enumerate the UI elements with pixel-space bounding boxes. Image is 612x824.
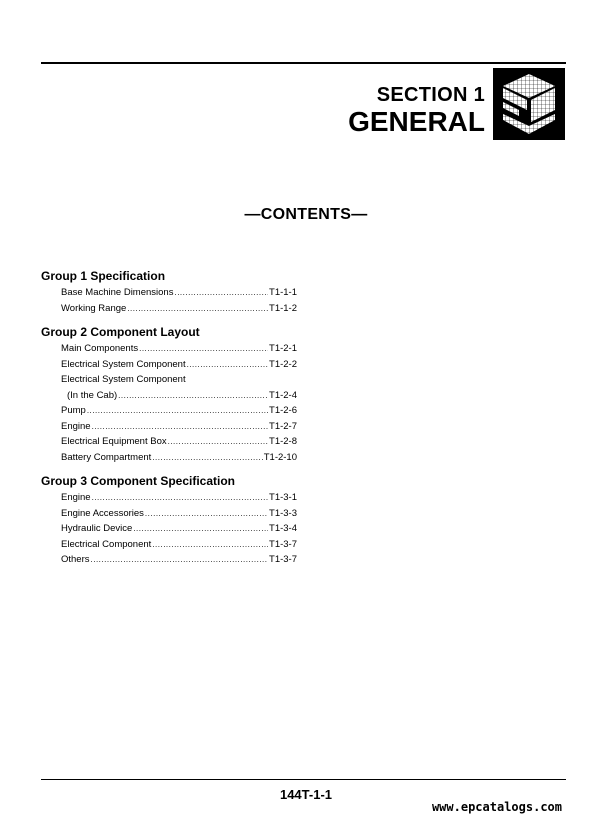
table-of-contents xyxy=(41,268,297,576)
leader-dots xyxy=(187,357,268,373)
toc-entry[interactable] xyxy=(41,506,297,522)
leader-dots xyxy=(152,450,262,466)
toc-group-2 xyxy=(41,324,297,465)
entry-label: Electrical System Component xyxy=(61,374,186,385)
leader-dots xyxy=(118,388,268,404)
toc-entry[interactable] xyxy=(41,434,297,450)
entry-label: Pump xyxy=(61,405,86,416)
website-url[interactable]: www.epcatalogs.com xyxy=(431,800,562,814)
section-label: SECTION 1 xyxy=(376,84,485,106)
toc-group-1 xyxy=(41,268,297,316)
leader-dots xyxy=(139,341,268,357)
leader-dots xyxy=(168,434,268,450)
leader-dots xyxy=(127,301,268,317)
group-title: Group 1 Specification xyxy=(41,269,166,283)
entry-page: T1-2-10 xyxy=(263,451,297,463)
leader-dots xyxy=(92,419,268,435)
contents-heading: —CONTENTS— xyxy=(244,206,368,223)
toc-entry[interactable] xyxy=(41,357,297,373)
section-s-logo-icon xyxy=(493,68,565,140)
toc-entry[interactable] xyxy=(41,490,297,506)
bottom-rule xyxy=(41,779,566,780)
page-number: 144T-1-1 xyxy=(279,787,333,802)
toc-entry[interactable] xyxy=(41,341,297,357)
entry-label: Working Range xyxy=(61,302,127,314)
entry-label: Base Machine Dimensions xyxy=(61,287,174,298)
entry-page: T1-3-1 xyxy=(269,492,297,503)
entry-page: T1-3-7 xyxy=(269,538,297,550)
toc-entry[interactable] xyxy=(41,537,297,553)
entry-label: Electrical Equipment Box xyxy=(61,436,167,447)
entry-label: Electrical Component xyxy=(61,538,152,550)
leader-dots xyxy=(152,537,268,553)
entry-page: T1-3-7 xyxy=(269,554,297,565)
entry-page: T1-2-8 xyxy=(269,436,297,447)
entry-page: T1-1-1 xyxy=(269,287,297,298)
toc-entry[interactable] xyxy=(41,403,297,419)
toc-entry[interactable] xyxy=(41,419,297,435)
toc-entry[interactable] xyxy=(41,372,297,388)
toc-entry[interactable] xyxy=(41,450,297,466)
section-title: GENERAL xyxy=(348,106,485,137)
entry-label: Hydraulic Device xyxy=(61,523,133,534)
leader-dots xyxy=(92,490,268,506)
toc-entry[interactable] xyxy=(41,285,297,301)
entry-label: Electrical System Component xyxy=(61,358,186,370)
leader-dots xyxy=(91,552,269,568)
entry-label: Engine xyxy=(61,420,91,432)
leader-dots xyxy=(133,521,268,537)
leader-dots xyxy=(145,506,268,522)
entry-page: T1-3-3 xyxy=(269,507,297,519)
entry-page: T1-2-1 xyxy=(269,343,297,354)
entry-page: T1-2-2 xyxy=(269,358,297,370)
entry-label: Battery Compartment xyxy=(61,451,152,463)
group-title: Group 2 Component Layout xyxy=(41,325,200,339)
toc-entry[interactable] xyxy=(41,521,297,537)
toc-group-3 xyxy=(41,473,297,568)
group-title: Group 3 Component Specification xyxy=(41,474,236,488)
entry-label: Engine Accessories xyxy=(61,507,144,519)
entry-label: Engine xyxy=(61,492,91,503)
entry-page: T1-2-7 xyxy=(269,420,297,432)
top-rule xyxy=(41,62,566,64)
leader-dots xyxy=(87,403,268,419)
entry-label: Main Components xyxy=(61,343,139,354)
toc-entry[interactable] xyxy=(41,552,297,568)
toc-entry[interactable] xyxy=(41,301,297,317)
entry-label: (In the Cab) xyxy=(67,389,118,401)
entry-page: T1-1-2 xyxy=(269,302,297,314)
entry-label: Others xyxy=(61,554,90,565)
entry-page: T1-3-4 xyxy=(269,523,297,534)
entry-page: T1-2-6 xyxy=(269,405,297,416)
entry-page: T1-2-4 xyxy=(269,389,297,401)
toc-entry[interactable] xyxy=(41,388,297,404)
leader-dots xyxy=(174,285,268,301)
